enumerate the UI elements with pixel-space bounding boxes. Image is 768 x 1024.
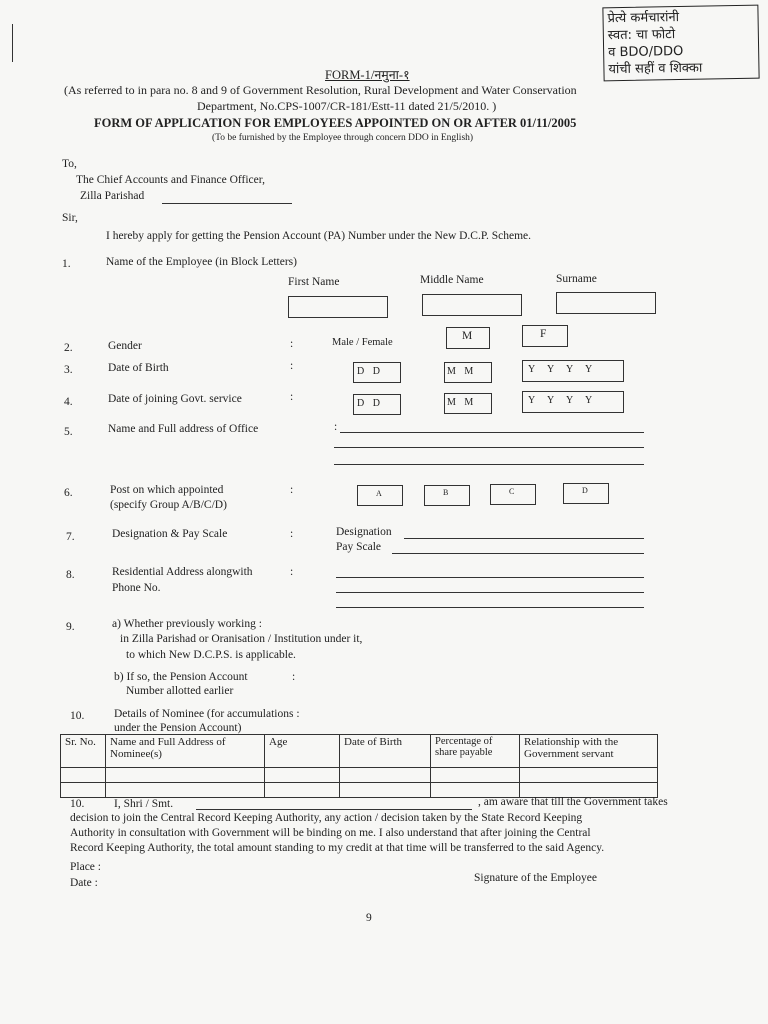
previous-work-question: a) Whether previously working : xyxy=(112,618,262,630)
place-label: Place : xyxy=(70,861,101,873)
pay-scale-label: Pay Scale xyxy=(336,541,382,553)
handwritten-note xyxy=(602,5,759,82)
designation-pay-label: Designation & Pay Scale xyxy=(112,528,228,540)
col-sr-no: Sr. No. xyxy=(61,735,106,768)
intro-text: I hereby apply for getting the Pension Account (PA) Number under the New D.C.P. Scheme. xyxy=(106,230,531,242)
office-address-line-1[interactable] xyxy=(340,432,644,433)
note-line: यांची सहीं व शिक्का xyxy=(608,60,703,78)
pension-account-question: b) If so, the Pension Account xyxy=(114,671,248,683)
yyyy-hint: Y Y Y Y xyxy=(528,364,598,375)
col-date-of-birth: Date of Birth xyxy=(340,735,431,768)
addressee-line-1: The Chief Accounts and Finance Officer, xyxy=(76,174,266,186)
addressee-line-2: Zilla Parishad xyxy=(80,190,145,202)
office-label: Name and Full address of Office xyxy=(108,423,259,435)
pension-account-line-2: Number allotted earlier xyxy=(126,685,234,697)
item-number: 8. xyxy=(66,569,75,581)
gender-label: Gender xyxy=(108,340,142,352)
residential-label: Residential Address alongwith xyxy=(112,566,253,578)
designation-label: Designation xyxy=(336,526,392,538)
col-relationship: Relationship with the Government servant xyxy=(520,735,658,768)
colon: : xyxy=(290,360,294,372)
surname-field[interactable] xyxy=(556,292,656,314)
main-title: FORM OF APPLICATION FOR EMPLOYEES APPOINTED ON OR AFTER 01/11/2005 xyxy=(94,116,577,130)
pay-scale-field[interactable] xyxy=(392,553,644,554)
nominee-table xyxy=(60,734,658,798)
yyyy-hint: Y Y Y Y xyxy=(528,395,598,406)
middle-name-label: Middle Name xyxy=(420,274,484,286)
item-number: 3. xyxy=(64,364,73,376)
post-label: Post on which appointed xyxy=(110,484,224,496)
declaration-name-prefix: I, Shri / Smt. xyxy=(114,798,174,810)
reference-line-1: (As referred to in para no. 8 and 9 of Government Resolution, Rural Development and Water Conservation xyxy=(64,83,577,97)
residential-address-line-2[interactable] xyxy=(336,592,644,593)
colon: : xyxy=(290,528,294,540)
note-line: प्रेत्ये कर्मचारांनी xyxy=(607,10,680,27)
item-number: 9. xyxy=(66,621,75,633)
colon: : xyxy=(292,671,296,683)
gender-hint: Male / Female xyxy=(332,337,393,348)
dd-hint: D D xyxy=(357,398,383,409)
subtitle: (To be furnished by the Employee through concern DDO in English) xyxy=(212,133,474,143)
dob-label: Date of Birth xyxy=(108,362,169,374)
note-line: व BDO/DDO xyxy=(608,43,684,61)
table-row[interactable] xyxy=(61,768,658,783)
declaration-line-1: , am aware that till the Government takes xyxy=(478,796,668,808)
zilla-parishad-field[interactable] xyxy=(162,203,292,204)
post-sublabel: (specify Group A/B/C/D) xyxy=(110,499,227,511)
doj-label: Date of joining Govt. service xyxy=(108,393,242,405)
colon: : xyxy=(290,391,294,403)
item-number: 6. xyxy=(64,487,73,499)
colon: : xyxy=(290,338,294,350)
declaration-line-2: decision to join the Central Record Keeping Authority, any action / decision taken by the State Record Keeping xyxy=(70,812,583,824)
mm-hint: M M xyxy=(447,366,477,377)
col-nominee-name: Name and Full Address of Nominee(s) xyxy=(106,735,265,768)
table-header-row xyxy=(61,735,658,768)
name-label: Name of the Employee (in Block Letters) xyxy=(106,256,297,268)
group-b-label: B xyxy=(443,488,449,497)
item-number: 5. xyxy=(64,426,73,438)
residential-address-line-3[interactable] xyxy=(336,607,644,608)
male-label: M xyxy=(462,330,473,342)
margin-mark xyxy=(12,24,13,62)
nominee-sublabel: under the Pension Account) xyxy=(114,722,242,734)
col-percentage: Percentage of share payable xyxy=(431,735,520,768)
item-number: 2. xyxy=(64,342,73,354)
col-age: Age xyxy=(265,735,340,768)
nominee-label: Details of Nominee (for accumulations : xyxy=(114,708,300,720)
signature-label: Signature of the Employee xyxy=(474,872,597,884)
phone-label: Phone No. xyxy=(112,582,161,594)
to-label: To, xyxy=(62,158,77,170)
previous-work-line-2: in Zilla Parishad or Oranisation / Institution under it, xyxy=(120,633,363,645)
item-number: 10. xyxy=(70,798,85,810)
colon: : xyxy=(290,484,294,496)
first-name-field[interactable] xyxy=(288,296,388,318)
reference-line-2: Department, No.CPS-1007/CR-181/Estt-11 dated 21/5/2010. ) xyxy=(197,99,497,113)
item-number: 7. xyxy=(66,531,75,543)
salutation: Sir, xyxy=(62,212,78,224)
female-label: F xyxy=(540,328,547,340)
group-d-label: D xyxy=(582,486,588,495)
dd-hint: D D xyxy=(357,366,383,377)
declaration-line-4: Record Keeping Authority, the total amount standing to my credit at that time will be transferred to the said Agency. xyxy=(70,842,605,854)
office-address-line-3[interactable] xyxy=(334,464,644,465)
date-label: Date : xyxy=(70,877,98,889)
mm-hint: M M xyxy=(447,397,477,408)
first-name-label: First Name xyxy=(288,276,340,288)
group-c-label: C xyxy=(509,487,515,496)
declarant-name-field[interactable] xyxy=(196,809,472,810)
item-number: 10. xyxy=(70,710,85,722)
middle-name-field[interactable] xyxy=(422,294,522,316)
form-title: FORM-1/नमुना-१ xyxy=(325,68,410,82)
colon: : xyxy=(290,566,294,578)
page-number: 9 xyxy=(366,912,372,924)
item-number: 4. xyxy=(64,396,73,408)
item-number: 1. xyxy=(62,258,71,270)
group-a-label: A xyxy=(376,489,382,498)
office-address-line-2[interactable] xyxy=(334,447,644,448)
surname-label: Surname xyxy=(556,273,597,285)
note-line: स्वत: चा फोटो xyxy=(607,27,676,44)
declaration-line-3: Authority in consultation with Government will be binding on me. I also understand that after joining the Central xyxy=(70,827,591,839)
residential-address-line-1[interactable] xyxy=(336,577,644,578)
previous-work-line-3: to which New D.C.P.S. is applicable. xyxy=(126,649,296,661)
designation-field[interactable] xyxy=(404,538,644,539)
colon: : xyxy=(334,421,338,433)
